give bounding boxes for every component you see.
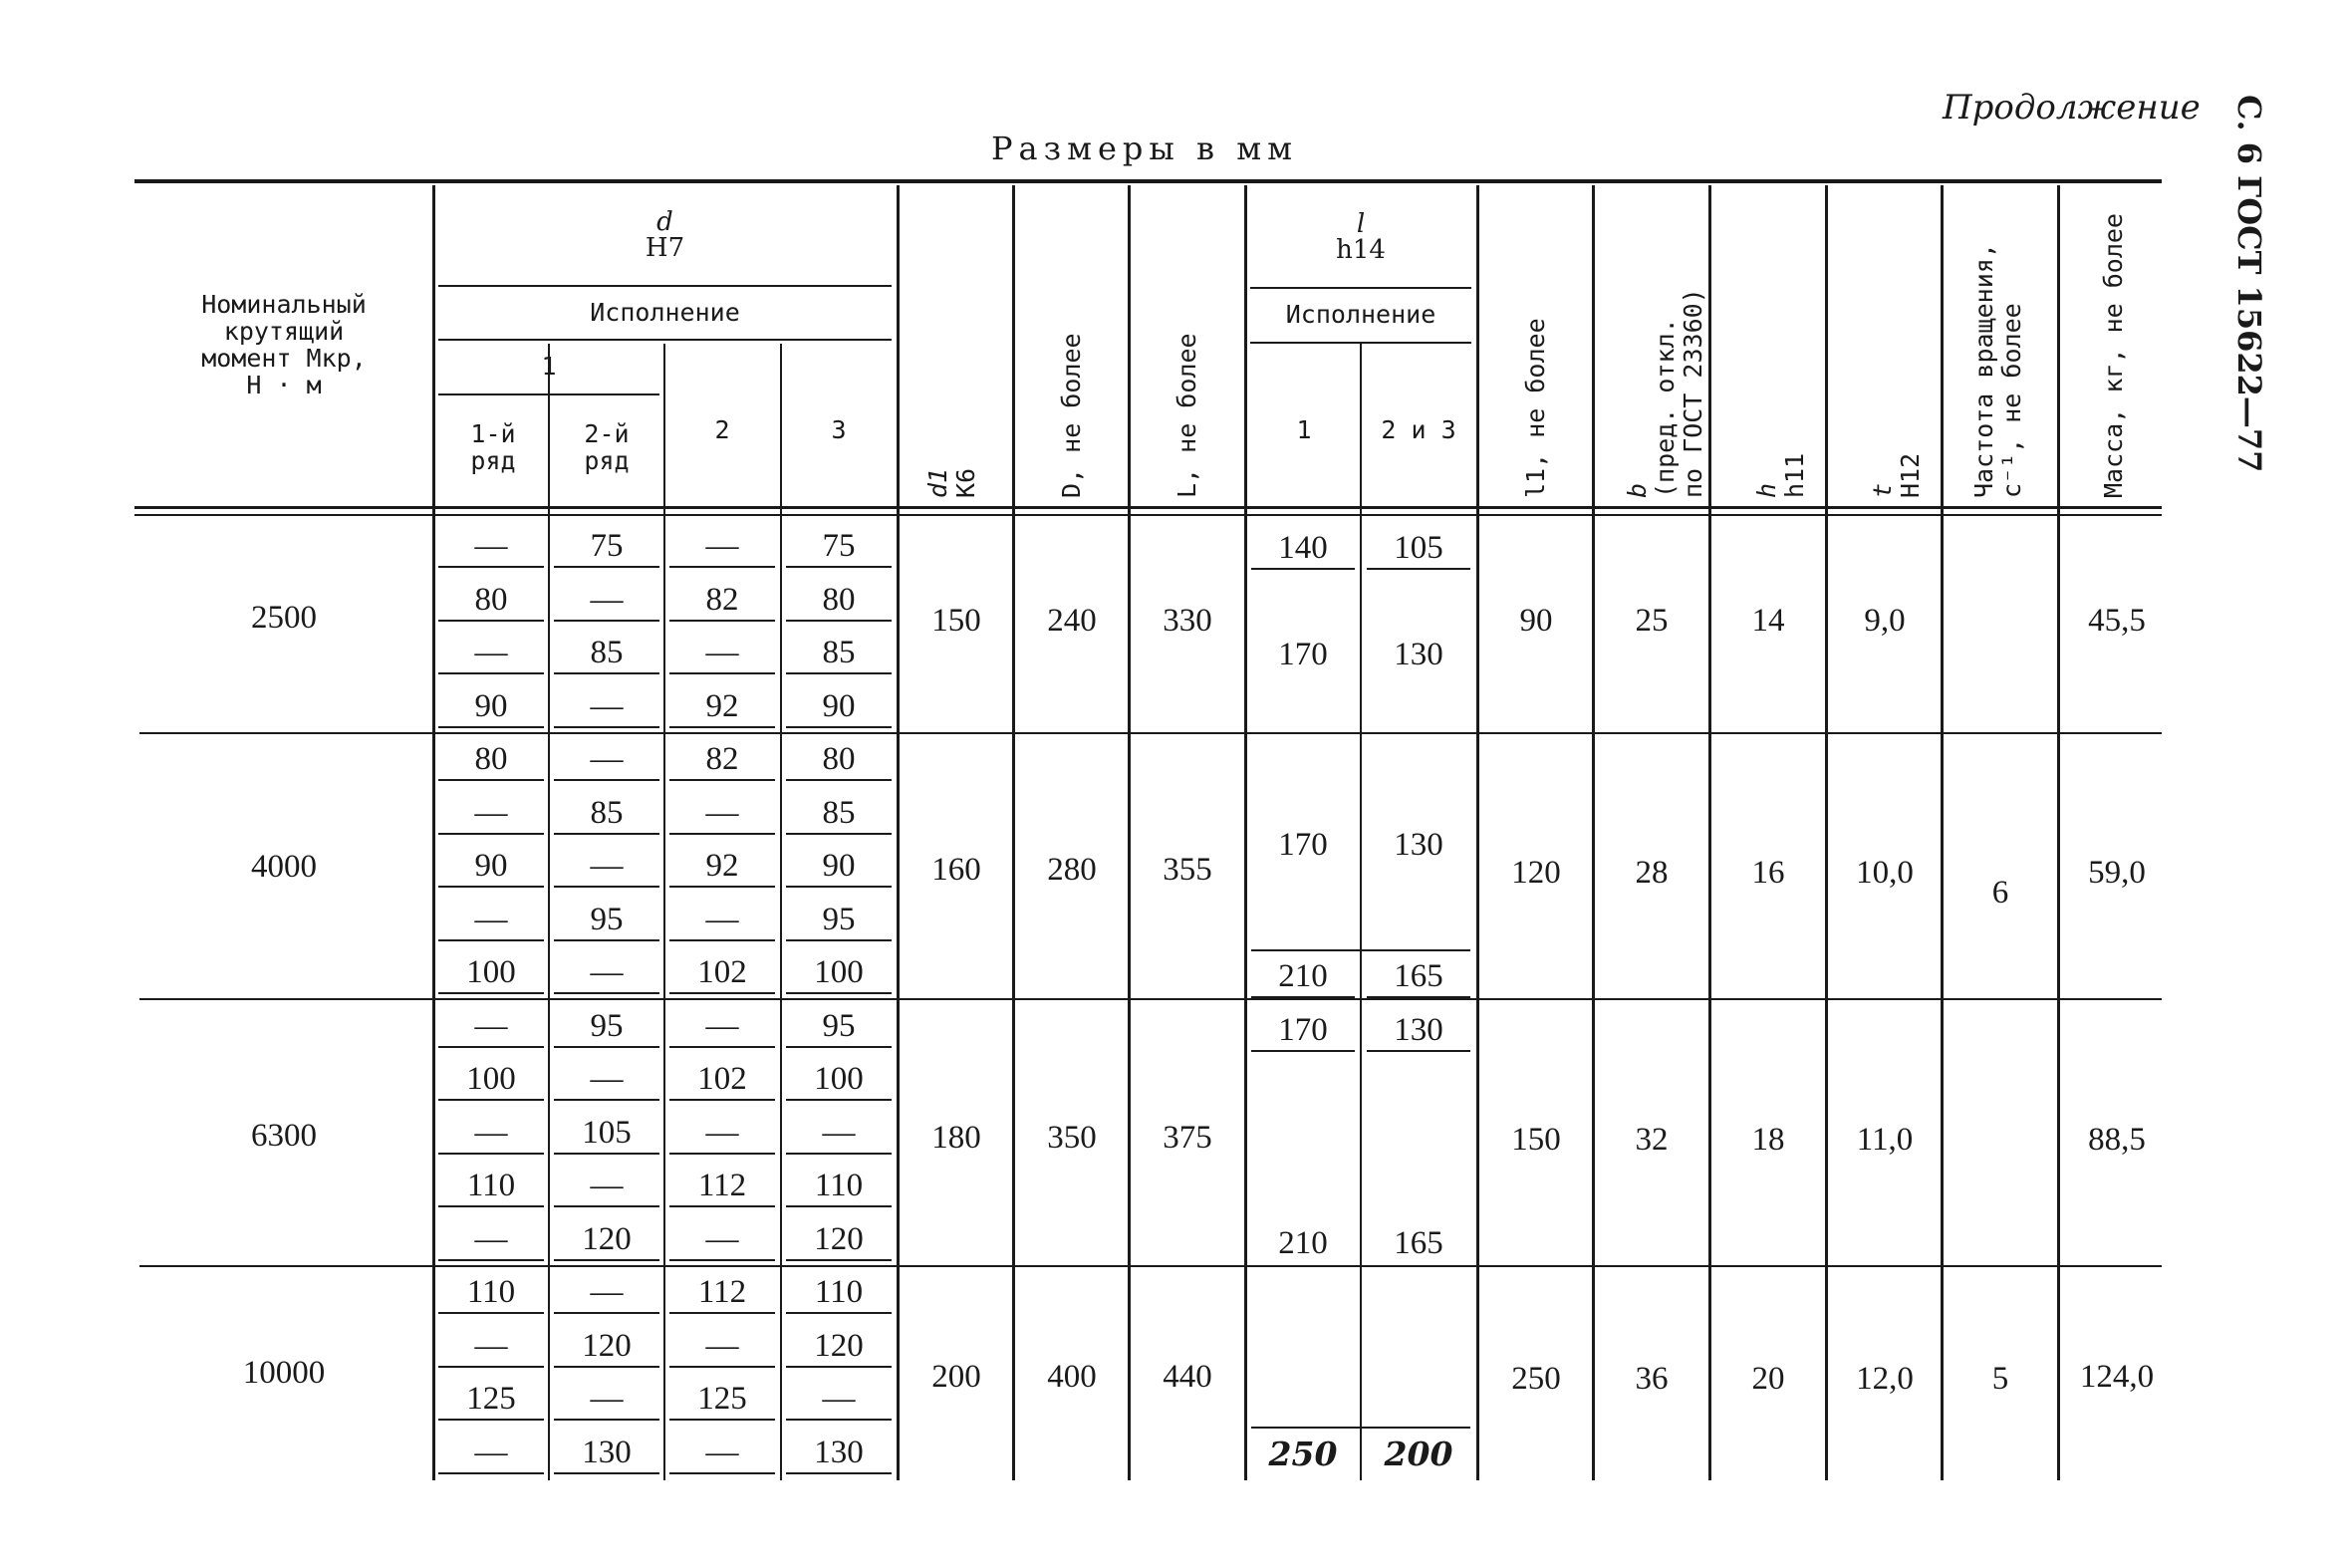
d-value-cell: — xyxy=(669,793,775,835)
d1-label: d1 xyxy=(923,467,952,498)
d-value-cell: — xyxy=(438,1219,544,1261)
t-tolerance: H12 xyxy=(1896,452,1925,498)
l-header: l xyxy=(1356,209,1366,239)
torque-header-line: Н · м xyxy=(246,371,322,399)
t-4000: 10,0 xyxy=(1856,855,1914,891)
D-header: D, не более xyxy=(1057,333,1086,498)
d-value-cell: — xyxy=(669,900,775,941)
mass-10000: 124,0 xyxy=(2079,1359,2155,1395)
continuation-label: Продолжение xyxy=(1943,88,2201,128)
freq-header xyxy=(1970,219,2026,498)
d-value-cell: 92 xyxy=(669,686,775,728)
d-value-cell: 130 xyxy=(786,1433,892,1474)
col-sep xyxy=(780,344,782,1480)
d-row-2-a: 2-й xyxy=(584,419,630,448)
d-isp-3: 3 xyxy=(831,415,847,444)
l-isp23-165: 165 xyxy=(1367,956,1470,998)
d-value-cell: 75 xyxy=(786,526,892,568)
d-value-cell: 100 xyxy=(438,1059,544,1101)
d-value-cell: 130 xyxy=(554,1433,659,1474)
b-note-1: (пред. откл. xyxy=(1651,318,1680,498)
torque-header-line: момент Мкр, xyxy=(201,344,367,373)
l1-6300: 150 xyxy=(1511,1122,1561,1158)
d-value-cell: 95 xyxy=(554,900,659,941)
d-value-cell: 110 xyxy=(438,1272,544,1314)
t-header xyxy=(1869,438,1925,498)
l-rule xyxy=(1251,1427,1470,1429)
D-6300: 350 xyxy=(1047,1120,1097,1156)
d-value-cell: 100 xyxy=(786,1059,892,1101)
d-row-2-b: ряд xyxy=(584,446,630,475)
l-isp1-170: 170 xyxy=(1278,637,1328,672)
mass-6300: 88,5 xyxy=(2088,1122,2146,1158)
d-value-cell: 80 xyxy=(438,580,544,622)
d-value-cell: 95 xyxy=(786,900,892,941)
d-row-1-b: ряд xyxy=(470,446,516,475)
torque-header xyxy=(149,291,418,398)
d-value-cell: — xyxy=(438,1006,544,1048)
t-10000: 12,0 xyxy=(1856,1361,1914,1397)
d-value-cell: 90 xyxy=(786,686,892,728)
b-note-2: по ГОСТ 23360) xyxy=(1679,288,1707,498)
d-value-cell: 85 xyxy=(554,793,659,835)
d-value-cell: — xyxy=(669,1006,775,1048)
col-sep xyxy=(432,185,435,1480)
b-2500: 25 xyxy=(1635,603,1669,639)
mass-4000: 59,0 xyxy=(2088,855,2146,891)
b-6300: 32 xyxy=(1635,1122,1669,1158)
d-value-cell: — xyxy=(554,1059,659,1101)
col-sep xyxy=(1708,185,1711,1480)
d-value-cell: 80 xyxy=(438,739,544,781)
d-value-cell: — xyxy=(554,846,659,888)
d-value-cell: — xyxy=(438,1113,544,1155)
d1-6300: 180 xyxy=(931,1120,981,1156)
d-value-cell: 90 xyxy=(438,846,544,888)
header-rule xyxy=(1250,342,1471,344)
col-sep xyxy=(1244,185,1247,1480)
d-value-cell: 100 xyxy=(786,952,892,994)
group-separator xyxy=(139,1265,2162,1267)
col-sep xyxy=(1012,185,1015,1480)
d-value-cell: — xyxy=(438,633,544,674)
col-sep xyxy=(1941,185,1944,1480)
d-value-cell: — xyxy=(669,526,775,568)
torque-header-line: Номинальный xyxy=(201,290,367,319)
d-value-cell: — xyxy=(554,1166,659,1207)
d-value-cell: — xyxy=(669,1219,775,1261)
l-isp23-130b: 130 xyxy=(1394,827,1443,863)
freq-5: 5 xyxy=(1991,1361,2009,1397)
freq-line-2: с⁻¹, не более xyxy=(1997,303,2026,498)
torque-4000: 4000 xyxy=(251,849,317,885)
l-isp1-170c: 170 xyxy=(1251,1010,1355,1052)
l-isp23-165b: 165 xyxy=(1394,1225,1443,1261)
d-value-cell: — xyxy=(438,526,544,568)
d-row-2 xyxy=(552,420,661,474)
d1-10000: 200 xyxy=(931,1359,981,1395)
header-bottom-rule xyxy=(134,506,2162,509)
group-separator xyxy=(139,732,2162,734)
l-isp23-105: 105 xyxy=(1367,528,1470,570)
col-sep xyxy=(1476,185,1479,1480)
d-value-cell: — xyxy=(554,580,659,622)
t-2500: 9,0 xyxy=(1864,603,1906,639)
d-value-cell: 105 xyxy=(554,1113,659,1155)
header-rule xyxy=(438,393,659,395)
d-row-1-a: 1-й xyxy=(470,419,516,448)
d1-4000: 160 xyxy=(931,852,981,888)
d-value-cell: 92 xyxy=(669,846,775,888)
l-tolerance: h14 xyxy=(1336,235,1386,265)
d-value-cell: — xyxy=(438,793,544,835)
d-value-cell: 95 xyxy=(554,1006,659,1048)
L-10000: 440 xyxy=(1163,1359,1212,1395)
d-isp-1: 1 xyxy=(541,352,557,381)
d-value-cell: — xyxy=(786,1113,892,1155)
col-sep xyxy=(1128,185,1131,1480)
d-value-cell: — xyxy=(786,1379,892,1421)
l-isp-1: 1 xyxy=(1296,415,1312,444)
torque-6300: 6300 xyxy=(251,1118,317,1154)
d-value-cell: 90 xyxy=(438,686,544,728)
h-4000: 16 xyxy=(1751,855,1785,891)
l1-header: l1, не более xyxy=(1521,318,1550,498)
d-value-cell: 112 xyxy=(669,1166,775,1207)
table-top-rule xyxy=(134,179,2162,183)
d-value-cell: 102 xyxy=(669,952,775,994)
d-value-cell: — xyxy=(669,1326,775,1368)
d-value-cell: — xyxy=(669,633,775,674)
d-value-cell: 80 xyxy=(786,739,892,781)
col-sep xyxy=(897,185,900,1480)
d-value-cell: — xyxy=(554,1379,659,1421)
L-2500: 330 xyxy=(1163,603,1212,639)
d-value-cell: 82 xyxy=(669,580,775,622)
torque-header-line: крутящий xyxy=(223,317,345,346)
D-10000: 400 xyxy=(1047,1359,1097,1395)
col-sep xyxy=(1360,344,1362,1480)
t-label: t xyxy=(1868,482,1897,498)
header-rule xyxy=(438,339,892,341)
d-value-cell: 120 xyxy=(554,1219,659,1261)
col-sep xyxy=(1592,185,1595,1480)
d-row-1 xyxy=(438,420,548,474)
l1-4000: 120 xyxy=(1511,855,1561,891)
l1-2500: 90 xyxy=(1519,603,1553,639)
l-ispolnenie: Исполнение xyxy=(1285,300,1436,329)
t-6300: 11,0 xyxy=(1856,1122,1914,1158)
d-value-cell: 110 xyxy=(786,1166,892,1207)
d-value-cell: 120 xyxy=(554,1326,659,1368)
torque-10000: 10000 xyxy=(242,1355,326,1391)
h-label: h xyxy=(1752,482,1781,498)
d-value-cell: 85 xyxy=(554,633,659,674)
d-value-cell: 110 xyxy=(786,1272,892,1314)
l-isp-23: 2 и 3 xyxy=(1381,415,1456,444)
d-value-cell: 80 xyxy=(786,580,892,622)
header-rule xyxy=(1250,287,1471,289)
d-value-cell: — xyxy=(438,1326,544,1368)
units-caption: Размеры в мм xyxy=(991,130,1298,167)
d-value-cell: 75 xyxy=(554,526,659,568)
b-header xyxy=(1624,229,1707,498)
col-sep xyxy=(2057,185,2060,1480)
b-label: b xyxy=(1623,482,1652,498)
l-isp1-210: 210 xyxy=(1251,956,1355,998)
d-value-cell: — xyxy=(554,1272,659,1314)
col-sep xyxy=(1825,185,1828,1480)
l-isp1-140: 140 xyxy=(1251,528,1355,570)
b-10000: 36 xyxy=(1635,1361,1669,1397)
l-isp1-210b: 210 xyxy=(1278,1225,1328,1261)
d-value-cell: 95 xyxy=(786,1006,892,1048)
page-number-label: С. 6 ГОСТ 15622—77 xyxy=(2230,95,2268,473)
l-isp23-130c: 130 xyxy=(1367,1010,1470,1052)
torque-2500: 2500 xyxy=(251,600,317,636)
d-value-cell: — xyxy=(554,686,659,728)
col-sep xyxy=(663,344,665,1480)
d-value-cell: — xyxy=(438,1433,544,1474)
D-2500: 240 xyxy=(1047,603,1097,639)
h-tolerance: h11 xyxy=(1780,452,1809,498)
freq-line-1: Частота вращения, xyxy=(1969,243,1998,498)
header-bottom-rule-2 xyxy=(134,514,2162,516)
l-isp1-250: 250 xyxy=(1268,1435,1338,1473)
l-isp23-130: 130 xyxy=(1394,637,1443,672)
header-rule xyxy=(438,285,892,287)
d1-tolerance: K6 xyxy=(951,467,980,498)
L-4000: 355 xyxy=(1163,852,1212,888)
mass-2500: 45,5 xyxy=(2088,603,2146,639)
d1-2500: 150 xyxy=(931,603,981,639)
d-value-cell: 90 xyxy=(786,846,892,888)
d-value-cell: 85 xyxy=(786,793,892,835)
L-header: L, не более xyxy=(1172,333,1201,498)
h-6300: 18 xyxy=(1751,1122,1785,1158)
d-tolerance: H7 xyxy=(645,233,685,263)
L-6300: 375 xyxy=(1163,1120,1212,1156)
h-10000: 20 xyxy=(1751,1361,1785,1397)
d-value-cell: 125 xyxy=(438,1379,544,1421)
l-isp23-200: 200 xyxy=(1384,1435,1453,1473)
d-isp-2: 2 xyxy=(714,415,730,444)
d-header: d xyxy=(656,207,673,237)
d-value-cell: 120 xyxy=(786,1326,892,1368)
l-rule xyxy=(1251,949,1470,951)
d-value-cell: — xyxy=(438,900,544,941)
freq-6: 6 xyxy=(1991,875,2009,911)
d-value-cell: — xyxy=(554,739,659,781)
mass-header: Масса, кг, не более xyxy=(2099,213,2128,498)
d-value-cell: 102 xyxy=(669,1059,775,1101)
d-value-cell: 100 xyxy=(438,952,544,994)
d-ispolnenie: Исполнение xyxy=(590,298,740,327)
col-sep xyxy=(548,344,550,1480)
h-header xyxy=(1753,438,1809,498)
d-value-cell: 112 xyxy=(669,1272,775,1314)
d-value-cell: — xyxy=(669,1433,775,1474)
D-4000: 280 xyxy=(1047,852,1097,888)
d-value-cell: 82 xyxy=(669,739,775,781)
group-separator xyxy=(139,998,2162,1000)
l1-10000: 250 xyxy=(1511,1361,1561,1397)
b-4000: 28 xyxy=(1635,855,1669,891)
d-value-cell: 110 xyxy=(438,1166,544,1207)
d-value-cell: 120 xyxy=(786,1219,892,1261)
d-value-cell: — xyxy=(554,952,659,994)
h-2500: 14 xyxy=(1751,603,1785,639)
d-value-cell: 125 xyxy=(669,1379,775,1421)
d1-header xyxy=(924,438,980,498)
d-value-cell: — xyxy=(669,1113,775,1155)
l-isp1-170b: 170 xyxy=(1278,827,1328,863)
d-value-cell: 85 xyxy=(786,633,892,674)
